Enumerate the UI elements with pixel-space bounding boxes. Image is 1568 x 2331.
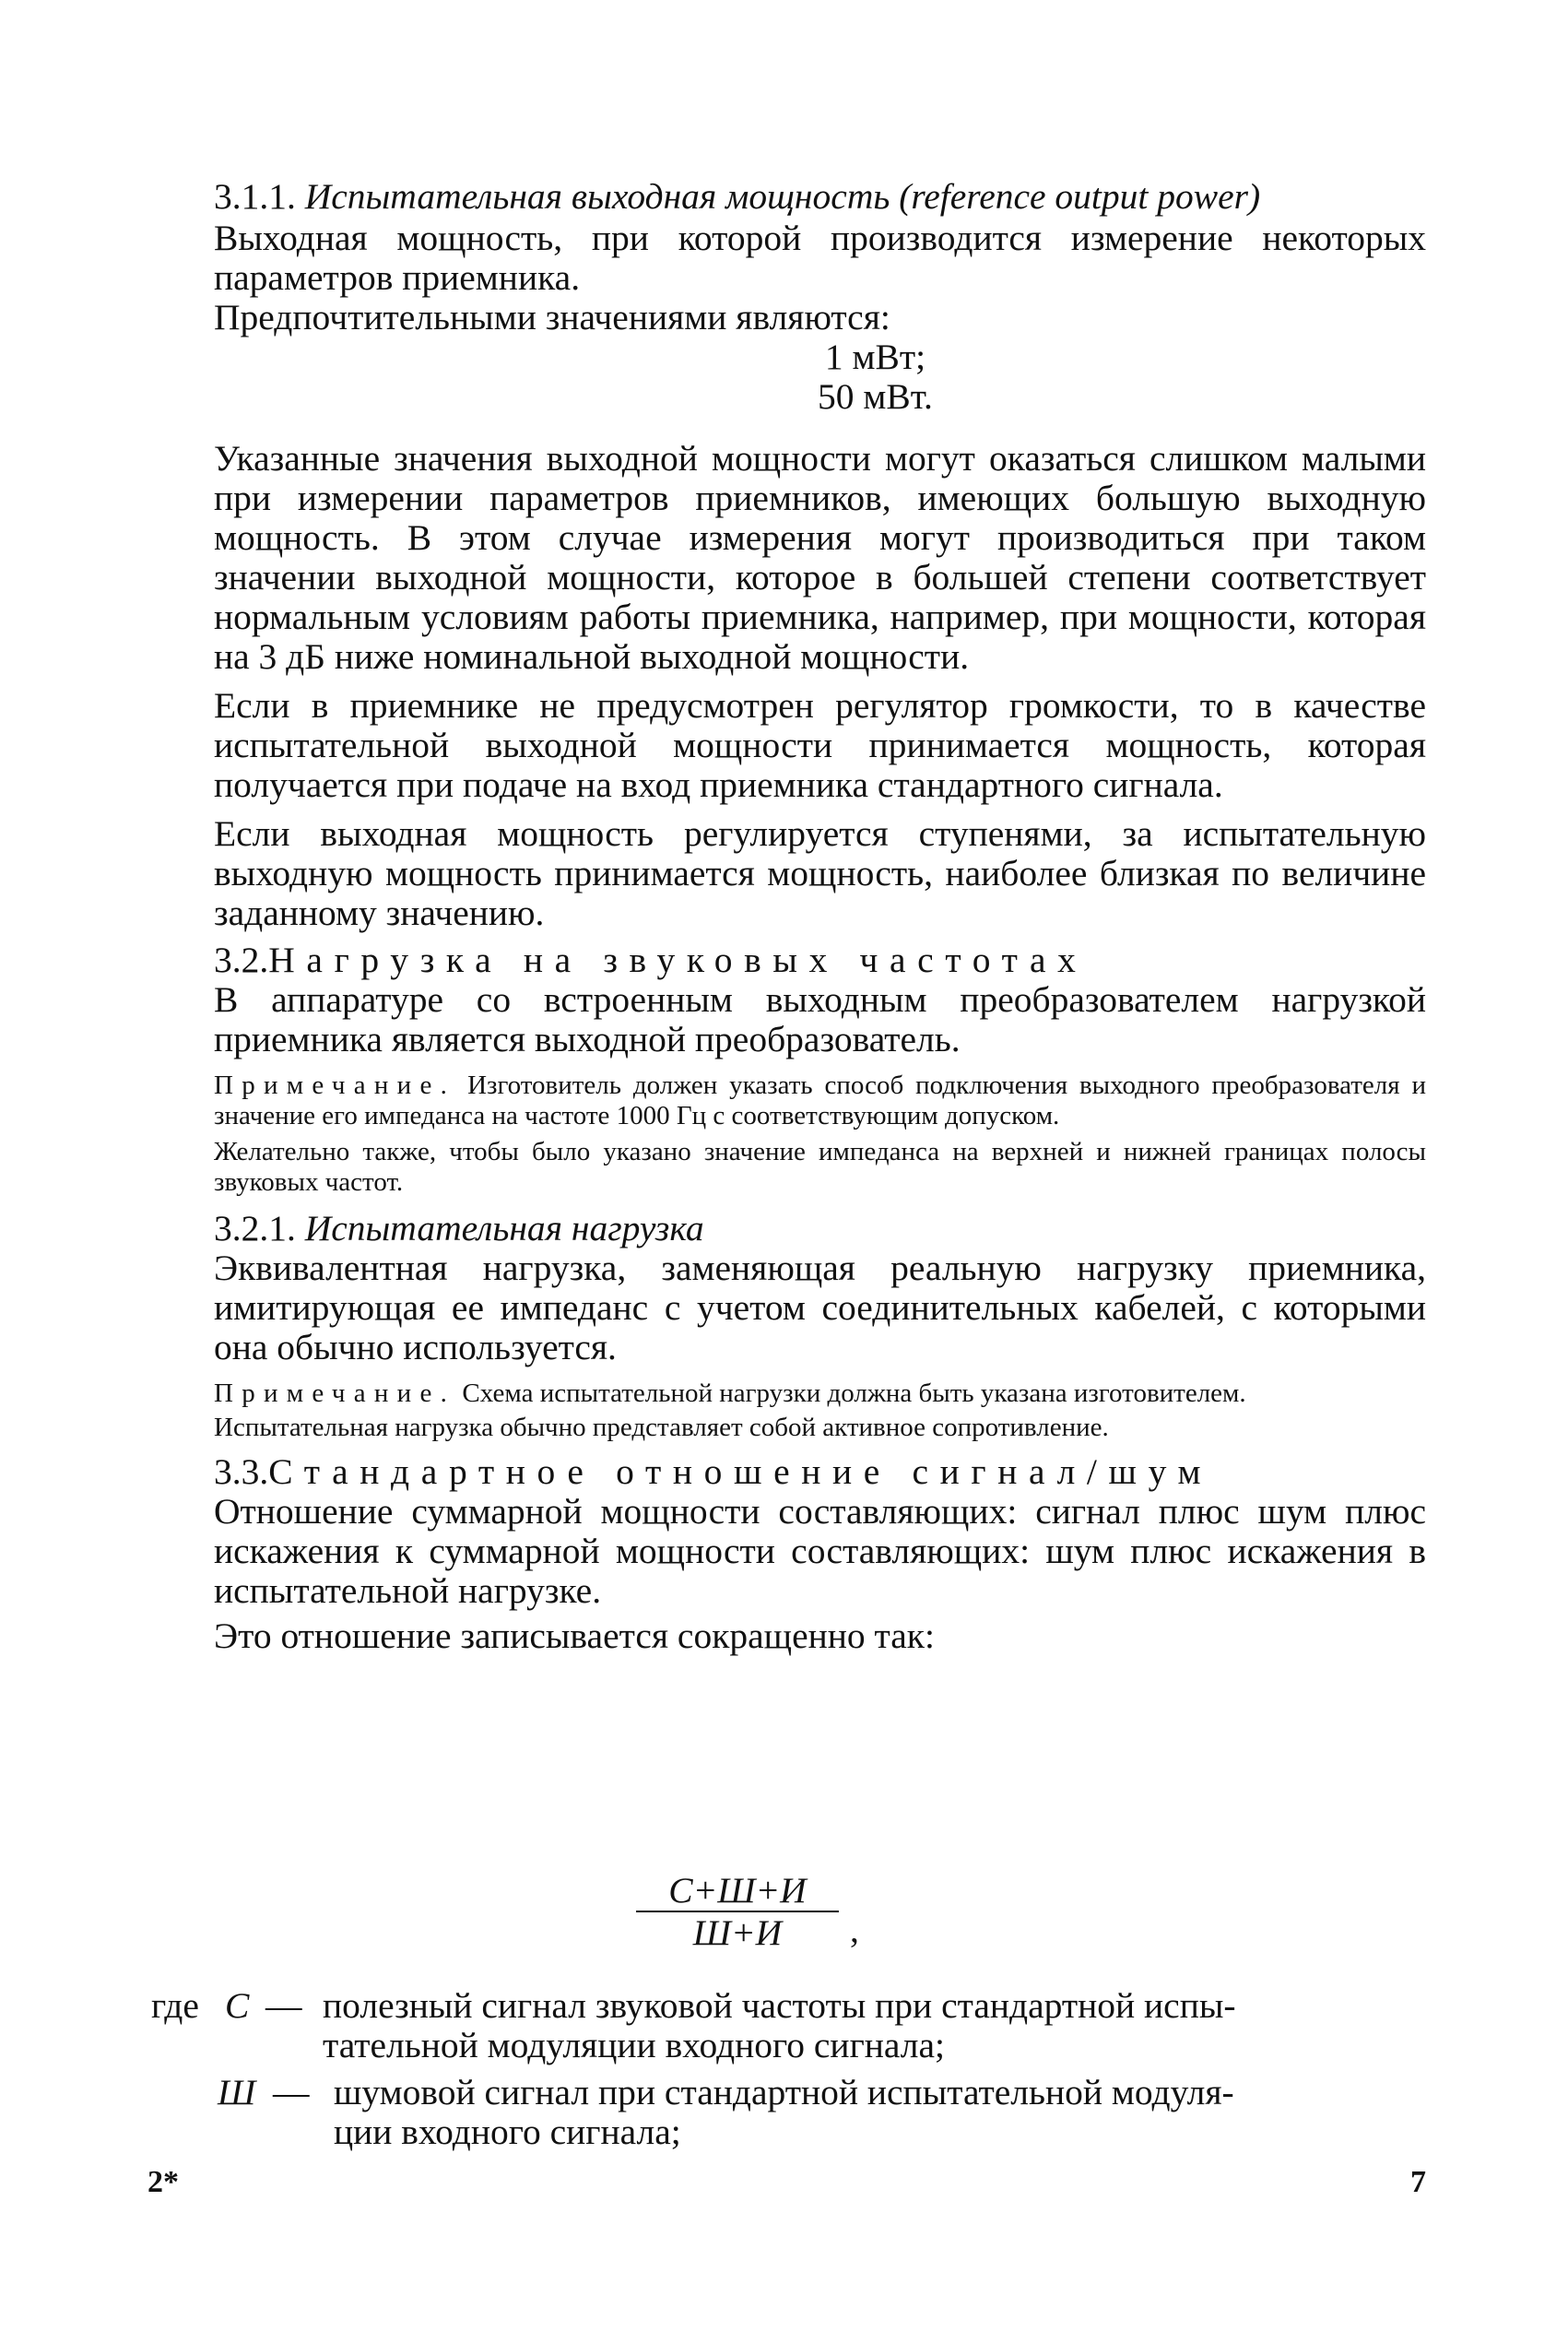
section-3-3-text: Отношение суммарной мощности составляющих: сигнал плюс шум плюс искажения к суммарной мощности составляющих: шум плюс искажения в испытательной нагрузке. (214, 1491, 1426, 1611)
paragraph-small-values: Указанные значения выходной мощности могут оказаться слишком малыми при измерении параметров приемников, имеющих большую выходную мощность. В этом случае измерения могут производиться при таком значении выходной мощности, которое в большей степени соответствует нормальным условиям работы приемника, например, при мощности, которая на 3 дБ ниже номинальной выходной мощности. (214, 438, 1426, 677)
note-3-2-1 (214, 1378, 1426, 1409)
note-3-2 (214, 1071, 1426, 1131)
note-label: Примечание. (214, 1378, 456, 1408)
section-number: 3.2. (214, 940, 269, 980)
symbol-sh: Ш (218, 2072, 256, 2112)
definition-c-line1: полезный сигнал звуковой частоты при стандартной испы- (323, 1985, 1236, 2026)
section-3-2-1-text: Эквивалентная нагрузка, заменяющая реальную нагрузку приемника, имитирующая ее импеданс с учетом соединительных кабелей, с которыми она обычно используется. (214, 1248, 1426, 1367)
section-3-3-heading (214, 1452, 1426, 1492)
note-3-2-1-continued: Испытательная нагрузка обычно представляет собой активное сопротивление. (214, 1413, 1109, 1442)
section-number: 3.1.1. (214, 176, 296, 217)
formula-comma: , (850, 1910, 859, 1950)
definition-sh-line1: шумовой сигнал при стандартной испытательной модуля- (334, 2072, 1234, 2112)
paragraph-no-volume-control: Если в приемнике не предусмотрен регулятор громкости, то в качестве испытательной выходной мощности принимается мощность, которая получается при подаче на вход приемника стандартного сигнала. (214, 685, 1426, 805)
value-50mw: 50 мВт. (818, 376, 933, 417)
section-title: Испытательная выходная мощность (reference output power) (304, 176, 1261, 217)
where-word: где (151, 1985, 199, 2026)
value-1mw: 1 мВт; (824, 337, 926, 377)
section-3-2-1-heading (214, 1209, 1426, 1248)
section-title: Нагрузка на звуковых частотах (268, 940, 1088, 980)
section-title: Стандартное отношение сигнал/шум (268, 1451, 1213, 1492)
section-number: 3.2.1. (214, 1208, 296, 1248)
formula-numerator: С+Ш+И (668, 1870, 807, 1911)
formula-denominator: Ш+И (692, 1912, 783, 1953)
note-3-2-continued: Желательно также, чтобы было указано значение импеданса на верхней и нижней границах полосы звуковых частот. (214, 1137, 1426, 1197)
paragraph-stepped-output: Если выходная мощность регулируется ступенями, за испытательную выходную мощность принимается мощность, наиболее близкая по величине заданному значению. (214, 813, 1426, 933)
section-number: 3.3. (214, 1451, 269, 1492)
section-heading (214, 177, 1426, 217)
definition-sh-line2: ции входного сигнала; (334, 2112, 681, 2152)
signature-mark: 2* (147, 2165, 179, 2199)
note-label: Примечание. (214, 1071, 456, 1100)
note-text: Изготовитель должен указать способ подключения выходного преобразователя и значение его импеданса на частоте 1000 Гц с соответствующим допуском. (214, 1071, 1427, 1130)
symbol-c: С (225, 1985, 250, 2026)
dash-c: — (265, 1985, 302, 2026)
section-3-2-heading (214, 941, 1426, 980)
definition-text: Выходная мощность, при которой производится измерение некоторых параметров приемника. (214, 218, 1426, 298)
section-3-1-1 (214, 177, 1426, 1656)
definition-c-line2: тательной модуляции входного сигнала; (323, 2025, 946, 2065)
formula-intro: Это отношение записывается сокращенно так: (214, 1615, 935, 1656)
page-number: 7 (1410, 2165, 1426, 2199)
dash-sh: — (273, 2072, 310, 2112)
section-3-2-text: В аппаратуре со встроенным выходным преобразователем нагрузкой приемника является выходной преобразователь. (214, 979, 1426, 1059)
preferred-values-intro: Предпочтительными значениями являются: (214, 297, 890, 337)
note-text: Схема испытательной нагрузки должна быть указана изготовителем. (462, 1378, 1246, 1408)
snr-formula (636, 1872, 839, 1951)
section-title: Испытательная нагрузка (304, 1208, 704, 1248)
